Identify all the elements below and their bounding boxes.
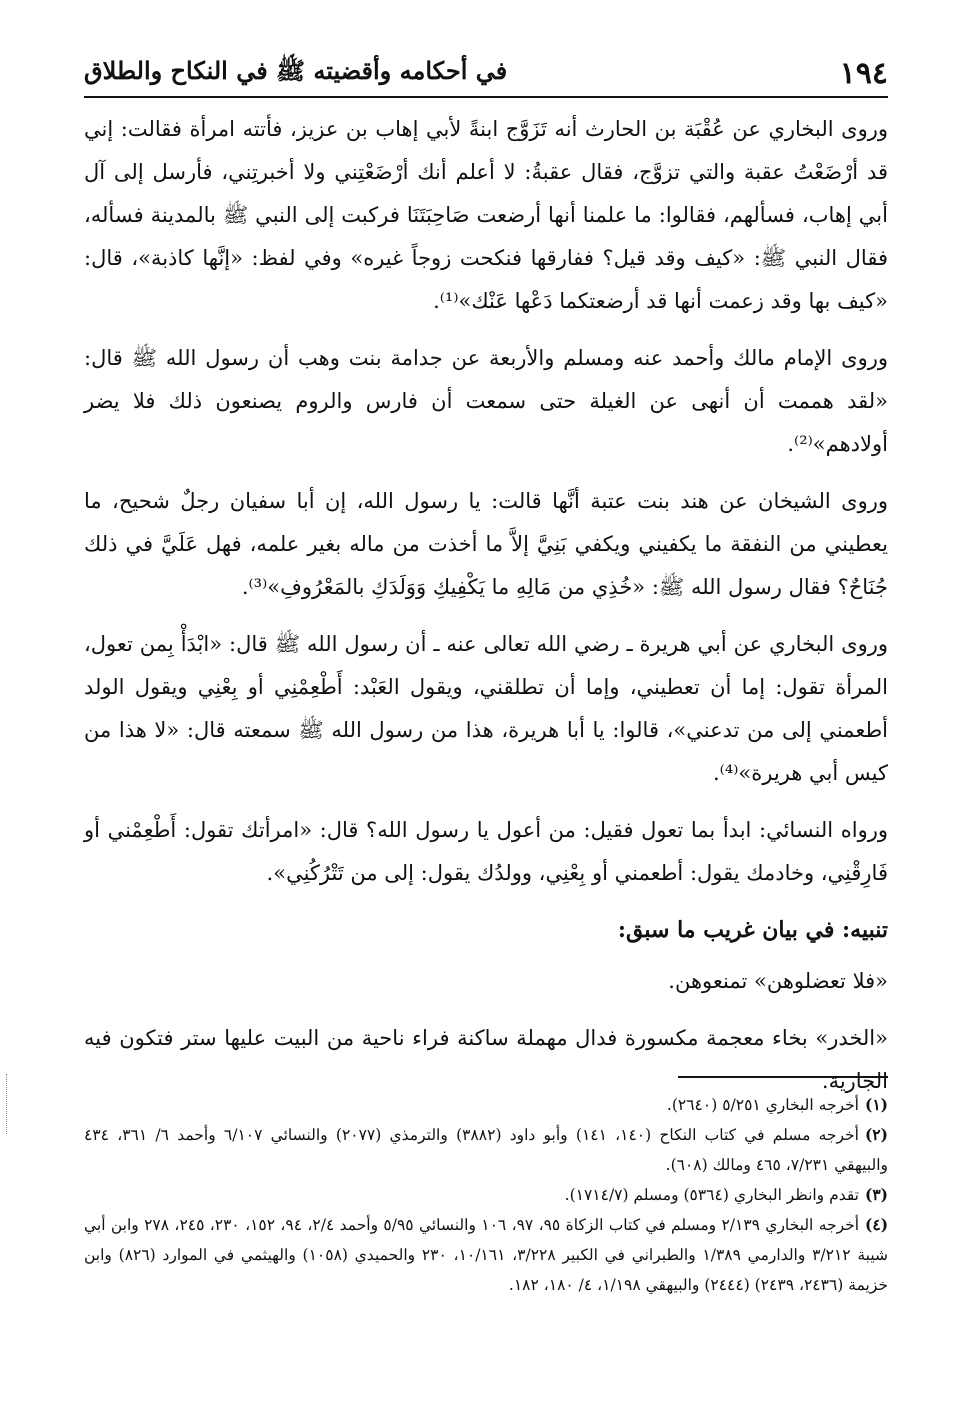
footnote-text: أخرجه البخاري ٥/٢٥١ (٢٦٤٠).: [666, 1096, 859, 1114]
page-header: [84, 50, 888, 98]
scan-margin-mark: [6, 1074, 15, 1134]
footnote-text: تقدم وانظر البخاري (٥٣٦٤) ومسلم (١٧١٤/٧).: [564, 1186, 859, 1204]
footnote-text: أخرجه مسلم في كتاب النكاح (١٤٠، ١٤١) وأبو داود (٣٨٨٢) والترمذي (٢٠٧٧) والنسائي ٦/١٠٧ وأحمد ٦/ ٣٦١، ٤٣٤ والبيهقي ٧/٢٣١، ٤٦٥ ومالك (٦٠٨).: [84, 1126, 888, 1174]
paragraph: وروى الإمام مالك وأحمد عنه ومسلم والأربعة عن جدامة بنت وهب أن رسول الله ﷺ قال: «لقد هممت أن أنهى عن الغيلة حتى سمعت أن فارس والروم يصنعون ذلك فلا يضر أولادهم»⁽²⁾.: [84, 346, 888, 456]
footnote-number: (٢): [864, 1125, 888, 1144]
notice-item: «فلا تعضلوهن» تمنعوهن.: [668, 969, 888, 993]
footnote: [84, 1120, 888, 1180]
footnote-number: (١): [864, 1095, 888, 1114]
notice-heading: تنبيه: في بيان غريب ما سبق:: [617, 917, 888, 943]
paragraph: وروى البخاري عن عُقْبَة بن الحارث أنه تَزَوَّج ابنةً لأبي إهاب بن عزيز، فأتته امرأة فقالت: إني قد أرْضَعْتُ عقبة والتي تزوَّج، فقال عقبةُ: لا أعلم أنك أرْضَعْتِني ولا أخبرتِني، فأرسل إلى آل أبي إهاب، فسألهم، فقالوا: ما علمنا أنها أرضعت صَاحِبَتَنَا فركبت إلى النبي ﷺ بالمدينة فسأله، فقال النبي ﷺ: «كيف وقد قيل؟ ففارقها فنكحت زوجاً غيره» وفي لفظ: «إنَّها كاذبة»، قال: «كيف بها وقد زعمت أنها قد أرضعتكما دَعْها عَنْك»⁽¹⁾.: [84, 117, 889, 313]
running-title: في أحكامه وأقضيته ﷺ في النكاح والطلاق: [84, 55, 508, 85]
paragraph: وروى الشيخان عن هند بنت عتبة أنَّها قالت: يا رسول الله، إن أبا سفيان رجلٌ شحيح، ما يعطيني من النفقة ما يكفيني ويكفي بَنِيَّ إلاَّ ما أخذت من ماله بغير علمه، فهل عَلَيَّ في ذلك جُنَاحٌ؟ فقال رسول الله ﷺ: «خُذِي من مَالِهِ ما يَكْفِيكِ وَوَلَدَكِ بالمَعْرُوفِ»⁽³⁾.: [84, 489, 888, 599]
footnote-text: أخرجه البخاري ٢/١٣٩ ومسلم في كتاب الزكاة ٩٥، ٩٧، ١٠٦ والنسائي ٥/٩٥ وأحمد ٢/٤، ٩٤، ١٥٢، ٢٣٠، ٢٤٥، ٢٧٨ وابن أبي شيبة ٣/٢١٢ والدارمي ١/٣٨٩ والطبراني في الكبير ٣/٢٢٨، ١٠/١٦١، ٢٣٠ والحميدي (١٠٥٨) والهيثمي في الموارد (٨٢٦) وابن خزيمة (٢٤٣٦، ٢٤٣٩) (٢٤٤٤) والبيهقي ١/١٩٨، ٤/ ١٨٠، ١٨٢.: [84, 1216, 888, 1294]
footnote: [84, 1090, 888, 1120]
paragraph: وروى البخاري عن أبي هريرة ـ رضي الله تعالى عنه ـ أن رسول الله ﷺ قال: «ابْدَأْ بِمن تعول، المرأة تقول: إما أن تعطيني، وإما أن تطلقني، ويقول العَبْد: أَطْعِمْنِي أو بِعْنِي ويقول الولد أطعمني إلى من تدعني»، قالوا: يا أبا هريرة، هذا من رسول الله ﷺ سمعته قال: «لا هذا من كيس أبي هريرة»⁽⁴⁾.: [84, 632, 888, 785]
paragraph: ورواه النسائي: ابدأ بما تعول فقيل: من أعول يا رسول الله؟ قال: «امرأتك تقول: أَطْعِمْني أو فَارِقْنِي، وخادمك يقول: أطعمني أو بِعْنِي، وولدُك يقول: إلى من تَتْرُكُنِي».: [84, 818, 888, 885]
footnote-divider: [678, 1076, 888, 1078]
footnote: [84, 1180, 888, 1210]
footnote: [84, 1210, 888, 1300]
notice-item: «الخدر» بخاء معجمة مكسورة فدال مهملة ساكنة فراء ناحية من البيت عليها ستر فتكون فيه الجارية.: [84, 1026, 888, 1093]
footnote-number: (٤): [865, 1215, 889, 1234]
footnotes: [84, 1090, 888, 1300]
page-number: ١٩٤: [839, 55, 888, 91]
footnote-number: (٣): [864, 1185, 888, 1204]
main-text: [84, 108, 888, 1117]
